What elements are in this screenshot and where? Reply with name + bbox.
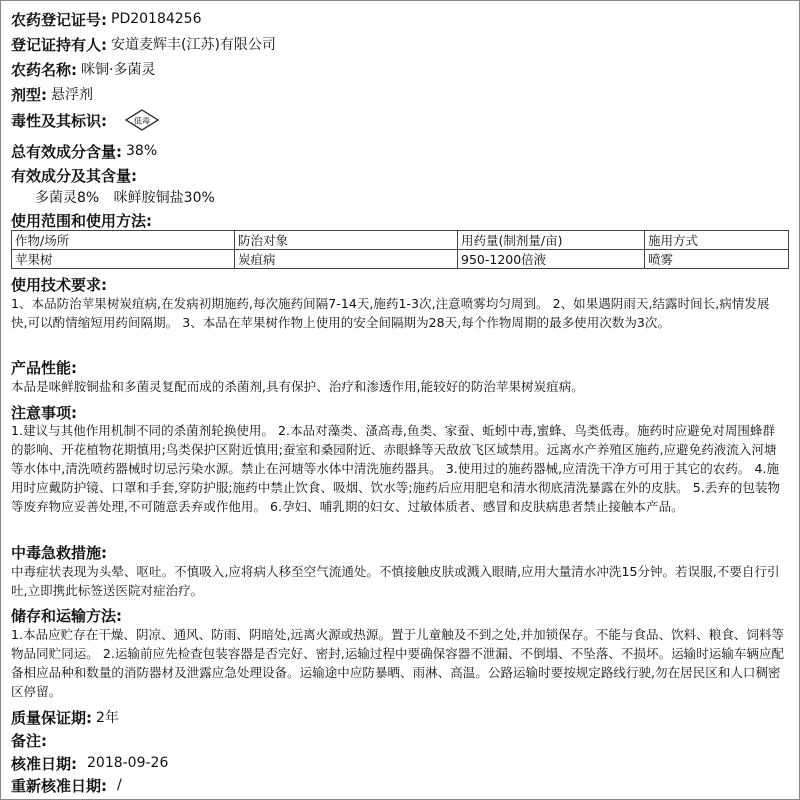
ingredients-label: 有效成分及其含量: [11,166,137,185]
ingredient-item: 多菌灵8% [35,190,100,206]
reg-no-value: PD20184256 [111,11,202,27]
table-row [12,250,789,269]
remarks-label: 备注: [11,731,47,750]
notes-text: 1.建议与其他作用机制不同的杀菌剂轮换使用。 2.本品对藻类、溞高毒,鱼类、家蚕、蚯蚓中毒,蜜蜂、鸟类低毒。施药时应避免对周围蜂群的影响、开花植物花期慎用;鸟类保护区附近慎用;蚕室和桑园附近、赤眼蜂等天敌放飞区域禁用。远离水产养殖区施药,应避免药液流入河塘等水体中,清洗喷药器械时切忌污染水源。禁止在河塘等水体中清洗施药器具。 3.使用过的施药器械,应清洗干净方可用于其它的农药。 4.施用时应戴防护镜、口罩和手套,穿防护服;施药中禁止饮食、吸烟、饮水等;施药后应用肥皂和清水彻底清洗暴露在外的皮肤。 5.丢弃的包装物等废弃物应妥善处理,不可随意丢弃或作他用。 6.孕妇、哺乳期的妇女、过敏体质者、感冒和皮肤病患者禁止接触本产品。 [11,423,781,514]
firstaid-label: 中毒急救措施: [11,544,107,562]
holder-row [11,32,789,56]
table-cell-method: 喷雾 [645,250,789,269]
storage-text: 1.本品应贮存在干燥、阴凉、通风、防雨、阴暗处,远离火源或热源。置于儿童触及不到之处,并加锁保存。不能与食品、饮料、粮食、饲料等物品同贮同运。 2.运输前应先检查包装容器是否完好、密封,运输过程中要确保容器不泄漏、不倒塌、不坠落、不损坏。运输时运输车辆应配备相应品种和数量的消防器材及泄露应急处理设备。运输途中应防暴晒、雨淋、高温。公路运输时要按规定路线行驶,勿在居民区和人口稠密区停留。 [11,627,785,699]
shelf-value: 2年 [96,710,119,726]
reg-no-row [11,7,789,31]
table-cell-target: 炭疽病 [235,250,458,269]
approve-value: 2018-09-26 [87,755,169,771]
reapprove-label: 重新核准日期: [11,776,107,795]
toxicity-row [11,105,789,135]
name-value: 咪铜·多菌灵 [81,62,156,78]
toxicity-badge-text: 低毒 [134,116,150,126]
table-header-cell: 作物/场所 [12,231,235,250]
ingredient-item: 咪鲜胺铜盐30% [113,190,215,206]
table-header-cell: 防治对象 [235,231,458,250]
approve-row [11,752,789,774]
usage-table [11,230,789,269]
form-label: 剂型: [11,85,47,104]
tech-label: 使用技术要求: [11,276,107,294]
holder-value: 安道麦辉丰(江苏)有限公司 [111,37,276,53]
tech-text: 1、本品防治苹果树炭疽病,在发病初期施药,每次施药间隔7-14天,施药1-3次,注意喷雾均匀周到。 2、如果遇阴雨天,结露时间长,病情发展快,可以酌情缩短用药间隔期。 3、本品在苹果树作物上使用的安全间隔期为28天,每个作物周期的最多使用次数为3次。 [11,296,770,330]
name-row [11,57,789,81]
reg-no-label: 农药登记证号: [11,10,107,29]
low-toxicity-diamond-icon [125,109,159,131]
usage-scope-label: 使用范围和使用方法: [11,212,152,230]
performance-text: 本品是咪鲜胺铜盐和多菌灵复配而成的杀菌剂,具有保护、治疗和渗透作用,能较好的防治苹果树炭疽病。 [11,379,584,394]
remarks-row [11,729,789,751]
notes-label: 注意事项: [11,404,77,422]
storage-label: 储存和运输方法: [11,607,122,625]
ingredients-list [35,187,225,207]
toxicity-label: 毒性及其标识: [11,111,107,130]
reapprove-row [11,774,789,796]
approve-label: 核准日期: [11,754,77,773]
form-value: 悬浮剂 [51,87,93,103]
ingredients-row [11,163,789,187]
total-content-row [11,139,789,163]
table-header-row [12,231,789,250]
name-label: 农药名称: [11,60,77,79]
table-cell-dosage: 950-1200倍液 [458,250,645,269]
reapprove-value: / [117,777,122,793]
table-header-cell: 用药量(制剂量/亩) [458,231,645,250]
table-cell-crop: 苹果树 [12,250,235,269]
performance-label: 产品性能: [11,359,77,377]
shelf-label: 质量保证期: [11,708,92,727]
total-content-value: 38% [126,143,158,159]
form-row [11,82,789,106]
firstaid-text: 中毒症状表现为头晕、呕吐。不慎吸入,应将病人移至空气流通处。不慎接触皮肤或溅入眼睛,应用大量清水冲洗15分钟。若误服,不要自行引吐,立即携此标签送医院对症治疗。 [11,564,780,598]
total-content-label: 总有效成分含量: [11,142,122,161]
shelf-row [11,706,789,728]
table-header-cell: 施用方式 [645,231,789,250]
holder-label: 登记证持有人: [11,35,107,54]
